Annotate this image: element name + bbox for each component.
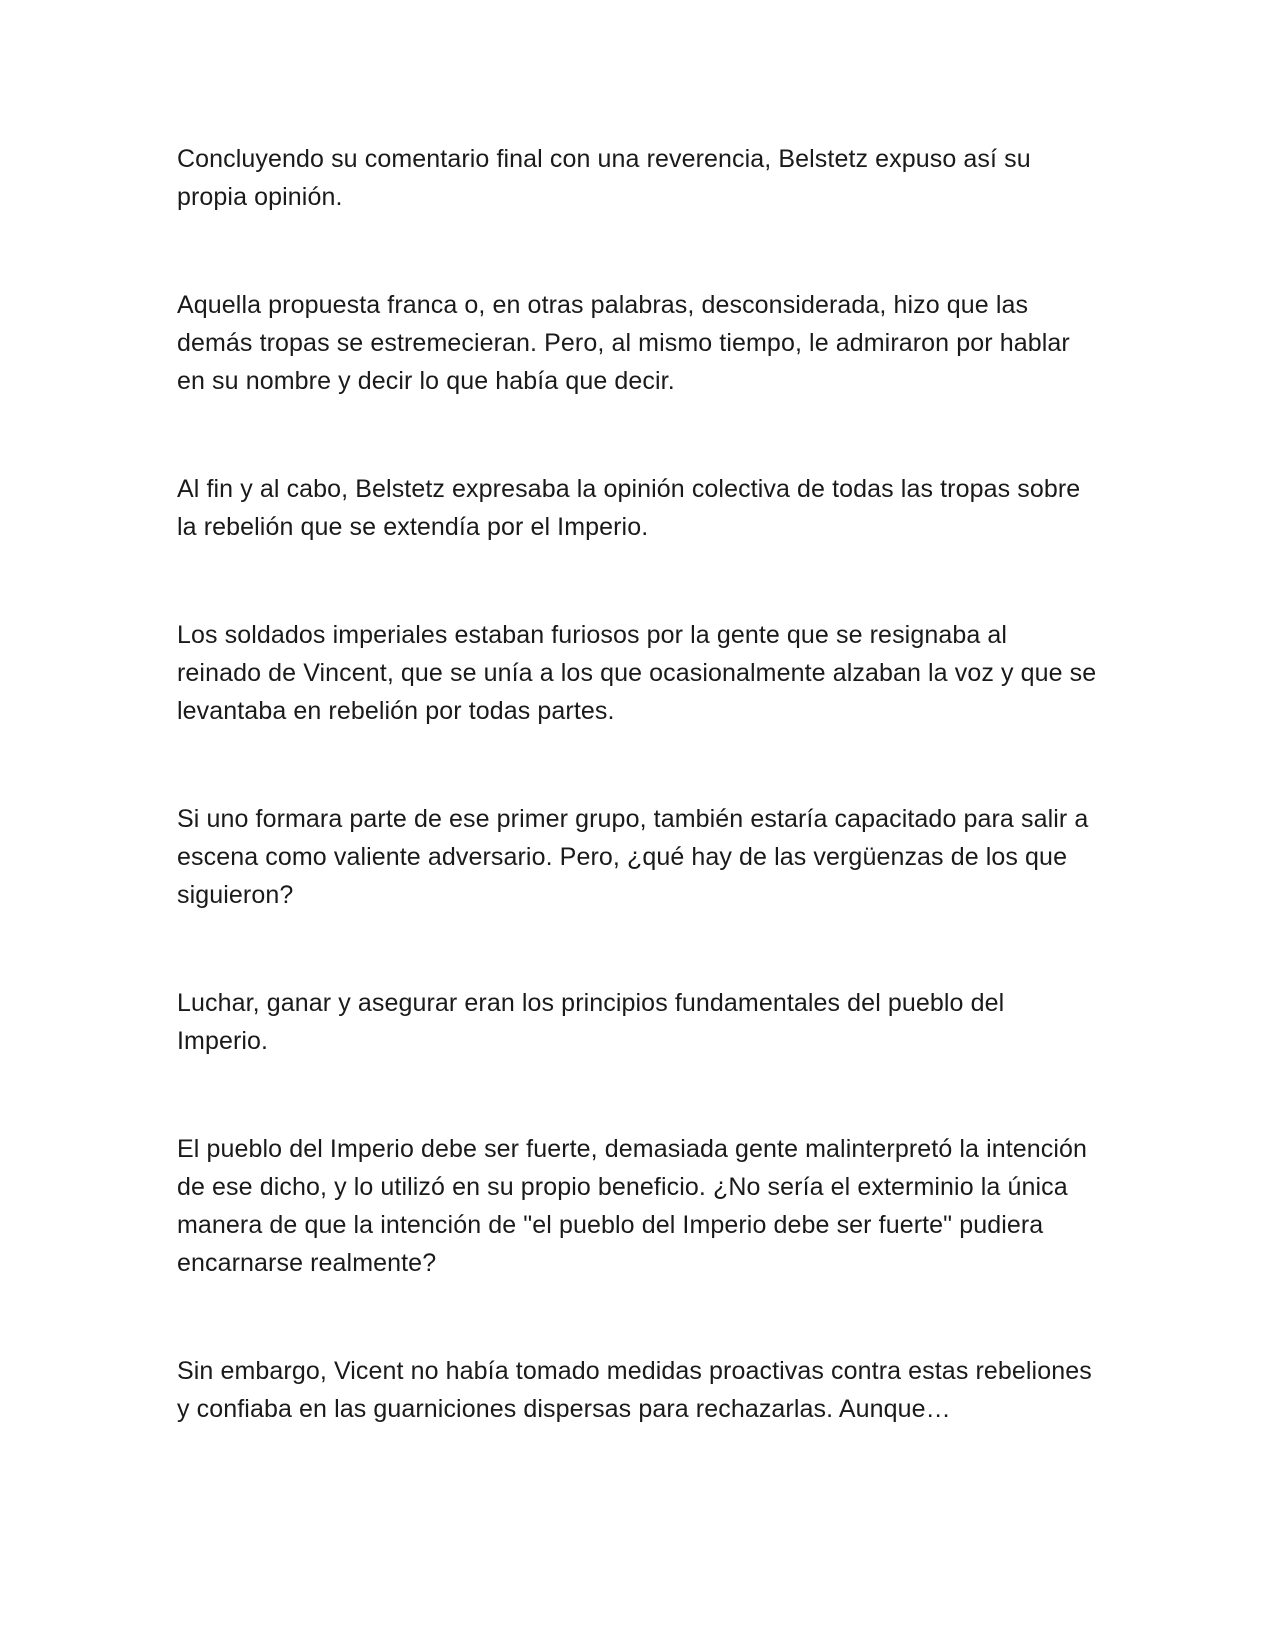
paragraph-6: Luchar, ganar y asegurar eran los principios fundamentales del pueblo del Imperio.: [177, 989, 1005, 1055]
paragraph-4: Los soldados imperiales estaban furiosos por la gente que se resignaba al reinado de Vincent, que se unía a los que ocasionalmente alzaban la voz y que se levantaba en rebelión por todas partes.: [177, 621, 1097, 725]
paragraph-5: Si uno formara parte de ese primer grupo, también estaría capacitado para salir a escena como valiente adversario. Pero, ¿qué hay de las vergüenzas de los que siguieron?: [177, 805, 1089, 909]
paragraph-7: El pueblo del Imperio debe ser fuerte, demasiada gente malinterpretó la intención de ese dicho, y lo utilizó en su propio beneficio. ¿No sería el exterminio la única manera de que la intención de "el pueblo del Imperio debe ser fuerte" pudiera encarnarse realmente?: [177, 1135, 1088, 1277]
paragraph-1: Concluyendo su comentario final con una reverencia, Belstetz expuso así su propia opinión.: [177, 145, 1031, 211]
paragraph-8: Sin embargo, Vicent no había tomado medidas proactivas contra estas rebeliones y confiaba en las guarniciones dispersas para rechazarlas. Aunque…: [177, 1357, 1092, 1423]
document-body: [177, 140, 1097, 1498]
paragraph-2: Aquella propuesta franca o, en otras palabras, desconsiderada, hizo que las demás tropas se estremecieran. Pero, al mismo tiempo, le admiraron por hablar en su nombre y decir lo que había que decir.: [177, 291, 1070, 395]
paragraph-3: Al fin y al cabo, Belstetz expresaba la opinión colectiva de todas las tropas sobre la rebelión que se extendía por el Imperio.: [177, 475, 1081, 541]
